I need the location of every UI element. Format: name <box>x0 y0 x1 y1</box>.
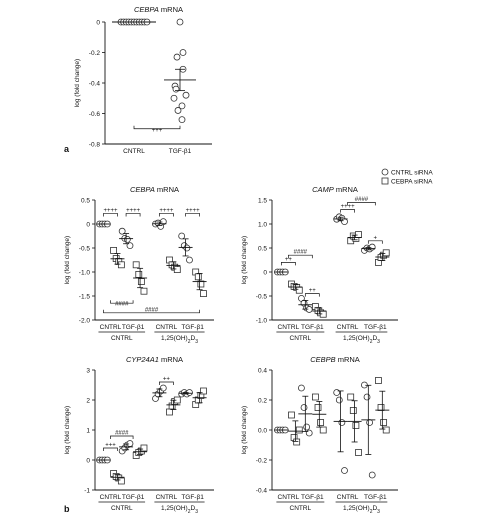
data-point-cntrl-sirna <box>160 385 166 391</box>
y-axis-label: log (fold change) <box>241 405 248 455</box>
y-tick-label: -1.0 <box>255 317 267 325</box>
x-tick-label-tgf: TGF-β1 <box>168 148 192 155</box>
sig-bracket-label: ++ <box>162 376 170 383</box>
y-tick-label: 0.5 <box>80 197 90 205</box>
x-group-label-cntrl: CNTRL <box>289 335 312 342</box>
y-tick-label: 1 <box>86 427 90 435</box>
data-point-cebpa-sirna <box>118 478 124 484</box>
x-tick-label-tgf: TGF-β1 <box>301 494 324 501</box>
x-tick-label-cntrl: CNTRL <box>277 324 300 331</box>
data-point-cebpa-sirna <box>118 262 124 268</box>
data-point-cebpa-sirna <box>356 450 362 456</box>
data-point-cntrl-sirna <box>179 233 185 239</box>
data-point-cebpa-sirna <box>174 267 180 273</box>
data-point-cebpa-sirna <box>356 232 362 238</box>
data-point-cebpa-sirna <box>141 288 147 294</box>
data-point-cntrl-sirna <box>334 390 340 396</box>
x-tick-label-tgf: TGF-β1 <box>181 494 204 501</box>
x-group-label-vitd: $1,25(OH)_2D_3$ <box>160 505 198 515</box>
data-point-tgf <box>177 19 183 25</box>
x-tick-label-tgf: TGF-β1 <box>181 324 204 331</box>
y-tick-label: -1.5 <box>78 293 90 301</box>
sig-bracket-label: #### <box>354 196 369 203</box>
data-point-cntrl-sirna <box>186 257 192 263</box>
data-point-cebpa-sirna <box>383 427 389 433</box>
y-tick-label: 1.5 <box>257 197 267 205</box>
data-point-cntrl-sirna <box>127 441 133 447</box>
y-tick-label: -0.5 <box>78 245 90 253</box>
sig-bracket-label: +++ <box>151 127 163 134</box>
y-tick-label: 2 <box>86 397 90 405</box>
y-axis-label: log (fold change) <box>74 58 81 108</box>
data-point-cebpa-sirna <box>111 247 117 253</box>
y-axis-label: log (fold change) <box>64 235 71 285</box>
y-tick-label: -1.0 <box>78 269 90 277</box>
sig-bracket-label: ++++ <box>159 207 174 214</box>
legend-marker-cntrl-sirna <box>382 169 388 175</box>
data-point-cebpa-sirna <box>375 378 381 384</box>
data-point-cebpa-sirna <box>378 405 384 411</box>
legend-marker-cebpa-sirna <box>382 178 388 184</box>
data-point-cntrl-sirna <box>304 424 310 430</box>
data-point-cntrl-sirna <box>367 420 373 426</box>
x-group-label-cntrl: CNTRL <box>289 505 312 512</box>
x-group-label-vitd: $1,25(OH)_2D_3$ <box>160 335 198 345</box>
y-tick-label: 0.5 <box>257 245 267 253</box>
x-tick-label-tgf: TGF-β1 <box>364 324 387 331</box>
sig-bracket-label: #### <box>115 430 129 437</box>
sig-bracket-label: ++++ <box>340 204 355 211</box>
y-tick-label: 3 <box>86 367 90 375</box>
data-point-tgf <box>179 117 185 123</box>
y-tick-label: -0.2 <box>255 457 267 465</box>
x-group-label-vitd: $1,25(OH)_2D_3$ <box>342 335 380 345</box>
y-tick-label: -1 <box>84 487 90 495</box>
data-point-cebpa-sirna <box>315 405 321 411</box>
x-tick-label-cntrl: CNTRL <box>123 148 145 155</box>
y-tick-label: -0.4 <box>255 487 267 495</box>
sig-bracket-label: ++++ <box>185 207 200 214</box>
data-point-cntrl-sirna <box>306 430 312 436</box>
data-point-tgf <box>183 92 189 98</box>
data-point-cntrl-sirna <box>339 420 345 426</box>
y-tick-label: -0.4 <box>88 80 100 88</box>
x-tick-label-cntrl: CNTRL <box>336 324 359 331</box>
panel-b-cyp24a1-chart <box>64 355 214 515</box>
y-tick-label: 0.2 <box>257 397 267 405</box>
y-tick-label: -0.8 <box>88 141 100 149</box>
panel-label-a: a <box>64 144 70 154</box>
panel-b-camp-chart <box>241 185 398 345</box>
y-tick-label: -0.6 <box>88 111 100 118</box>
sig-bracket-label: ++++ <box>126 207 141 214</box>
data-point-tgf <box>171 95 177 101</box>
chart-title: CEBPA mRNA <box>133 5 184 14</box>
y-tick-label: -2.0 <box>78 317 90 325</box>
chart-title: CEBPA mRNA <box>129 185 180 194</box>
sig-bracket-label: #### <box>293 249 308 256</box>
y-tick-label: 0.4 <box>257 367 267 375</box>
panel-b-cebpb-chart <box>241 355 398 515</box>
legend-label-cntrl-sirna: CNTRL siRNA <box>391 169 433 177</box>
data-point-cebpa-sirna <box>296 287 302 293</box>
data-point-cebpa-sirna <box>136 271 142 277</box>
data-point-cebpa-sirna <box>138 279 144 285</box>
x-tick-label-cntrl: CNTRL <box>99 494 122 501</box>
data-point-cntrl-sirna <box>124 236 130 242</box>
y-tick-label: 0 <box>86 221 90 229</box>
chart-title: CYP24A1 mRNA <box>125 355 184 364</box>
data-point-cebpa-sirna <box>200 291 206 297</box>
sig-bracket-label: #### <box>115 301 129 308</box>
data-point-cebpa-sirna <box>318 420 324 426</box>
x-tick-label-tgf: TGF-β1 <box>301 324 324 331</box>
sig-bracket-label: +++ <box>105 442 116 449</box>
y-tick-label: 0 <box>86 457 90 465</box>
data-point-tgf <box>180 50 186 56</box>
x-tick-label-cntrl: CNTRL <box>155 324 178 331</box>
sig-bracket-label: ++ <box>308 288 316 295</box>
panel-label-b: b <box>64 504 70 514</box>
data-point-cntrl-sirna <box>184 245 190 251</box>
data-point-cebpa-sirna <box>320 427 326 433</box>
data-point-cebpa-sirna <box>294 439 300 445</box>
x-tick-label-cntrl: CNTRL <box>277 494 300 501</box>
y-tick-label: 0 <box>263 269 267 277</box>
x-tick-label-tgf: TGF-β1 <box>121 494 145 501</box>
panel-b-cebpa-chart <box>64 185 214 345</box>
data-point-cebpa-sirna <box>350 408 356 414</box>
x-group-label-vitd: $1,25(OH)_2D_3$ <box>342 505 380 515</box>
data-point-cntrl-sirna <box>342 468 348 474</box>
x-group-label-cntrl: CNTRL <box>110 335 133 342</box>
sig-bracket-label: ++ <box>284 256 292 263</box>
sig-bracket-label: + <box>373 235 378 242</box>
panel-a-cebpa-chart <box>74 5 212 155</box>
y-tick-label: 1.0 <box>257 221 267 229</box>
x-tick-label-cntrl: CNTRL <box>336 494 359 501</box>
sig-bracket-label: ++++ <box>103 207 118 214</box>
data-point-cebpa-sirna <box>141 445 147 451</box>
legend-label-cebpa-sirna: CEBPA siRNA <box>391 178 433 186</box>
data-point-cebpa-sirna <box>296 427 302 433</box>
y-tick-label: -0.2 <box>88 50 100 57</box>
data-point-cntrl-sirna <box>298 385 304 391</box>
x-group-label-cntrl: CNTRL <box>110 505 133 512</box>
data-point-cntrl-sirna <box>336 397 342 403</box>
data-point-tgf <box>175 107 181 113</box>
legend <box>382 169 433 186</box>
y-tick-label: 0.0 <box>257 427 267 435</box>
x-tick-label-tgf: TGF-β1 <box>121 324 145 331</box>
x-tick-label-cntrl: CNTRL <box>99 324 122 331</box>
data-point-cebpa-sirna <box>348 394 354 400</box>
data-point-cebpa-sirna <box>133 262 139 268</box>
data-point-cebpa-sirna <box>381 420 387 426</box>
y-axis-label: log (fold change) <box>64 405 71 455</box>
chart-title: CEBPB mRNA <box>310 355 360 364</box>
data-point-tgf <box>174 54 180 60</box>
data-point-cntrl-sirna <box>369 472 375 478</box>
data-point-cebpa-sirna <box>288 412 294 418</box>
data-point-cntrl-sirna <box>301 405 307 411</box>
data-point-cntrl-sirna <box>364 394 370 400</box>
data-point-cebpa-sirna <box>383 250 389 256</box>
x-tick-label-tgf: TGF-β1 <box>364 494 387 501</box>
x-tick-label-cntrl: CNTRL <box>155 494 178 501</box>
data-point-cebpa-sirna <box>312 394 318 400</box>
y-tick-label: 0 <box>96 19 100 27</box>
y-axis-label: log (fold change) <box>241 235 248 285</box>
chart-title: CAMP mRNA <box>312 185 358 194</box>
y-tick-label: -0.5 <box>255 293 267 301</box>
data-point-cebpa-sirna <box>353 423 359 429</box>
data-point-tgf <box>173 86 179 92</box>
data-point-cebpa-sirna <box>195 274 201 280</box>
sig-bracket-label: #### <box>144 307 159 314</box>
data-point-cntrl-sirna <box>342 219 348 225</box>
